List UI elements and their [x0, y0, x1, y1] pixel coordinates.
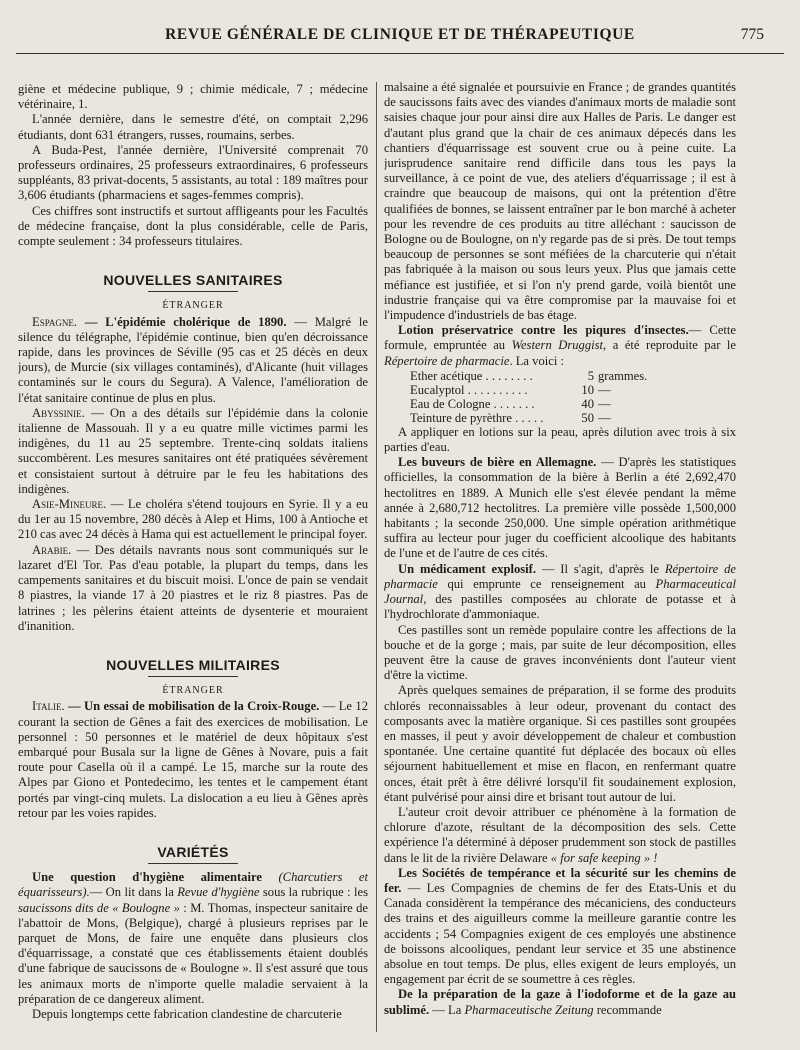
- news-espagne: [18, 315, 368, 406]
- article-title: De la préparation de la gaze à l'iodoforme et de la gaze au sublimé.: [384, 987, 736, 1017]
- article-text: : M. Thomas, inspecteur sanitaire de l'abattoir de Mons, (Belgique), chargé à plusieurs reprises par le parquet de Mons, de faire une enquête dans plusieurs clos d'équarrissage, a constaté que ces établissements étaient doublés d'une fabrique de saucissons de « Boulogne ». Il s'est assuré que tous les animaux morts de n'importe quelle maladie servaient à la préparation de ce dangereux aliment.: [18, 900, 368, 1006]
- news-abyssinie: [18, 406, 368, 497]
- heading-rule: [148, 863, 238, 864]
- paragraph: Depuis longtemps cette fabrication clandestine de charcuterie: [32, 1006, 342, 1021]
- ingredient: Ether acétique . . . . . . . .: [410, 368, 533, 383]
- article-lotion: [384, 323, 736, 369]
- article-text: , a été reproduite par le: [603, 338, 736, 353]
- quote: « for safe keeping » !: [550, 850, 658, 865]
- quantity: 5: [587, 368, 594, 383]
- journal-name: Pharmaceutische Zeitung: [464, 1002, 594, 1017]
- news-text: — Le choléra s'étend toujours en Syrie. Il y a eu du 1er au 15 novembre, 280 décès à Alep et Hims, 100 à Antioche et 210 cas avec 24 décès à Hama qui est actuellement le principal foyer.: [18, 497, 368, 542]
- recipe-row: [410, 411, 662, 425]
- unit: —: [598, 410, 611, 425]
- unit: —: [598, 382, 611, 397]
- paragraph: A appliquer en lotions sur la peau, après dilution avec trois à six parties d'eau.: [384, 424, 736, 455]
- journal-name: Western Druggist: [511, 338, 604, 353]
- article-title: Les Sociétés de tempérance et la sécurité sur les chemins de fer.: [384, 865, 736, 895]
- place-name: Asie-Mineure.: [32, 497, 107, 512]
- article-text: — D'après les statistiques officielles, la consommation de la bière à Berlin a été 2,692,470 hectolitres en 1889. A Munich elle s'est élevée pendant la même année à 2,680,712 hectolitres. La première ville possède 1,500,000 habitants ; la seconde 250,000. Une simple opération arithmétique suffira au lecteur pour juger du coefficient alcoolique des habitants de l'une et de l'autre de ces cités.: [384, 455, 736, 561]
- journal-title: REVUE GÉNÉRALE DE CLINIQUE ET DE THÉRAPEUTIQUE: [165, 26, 635, 43]
- article-text: sous la rubrique : les: [259, 885, 368, 900]
- place-name: Italie.: [32, 699, 65, 714]
- news-asie: [18, 497, 368, 543]
- paragraph: A Buda-Pest, l'année dernière, l'Université comprenait 70 professeurs ordinaires, 25 professeurs extraordinaires, 6 professeurs suppléants, 83 privat-docents, 5 assistants, au total : 189 maîtres pour 3,606 étudiants (pharmaciens et sages-femmes compris).: [18, 142, 368, 203]
- quantity: 40: [581, 396, 594, 411]
- ingredient: Eau de Cologne . . . . . . .: [410, 396, 535, 411]
- paragraph: L'année dernière, dans le semestre d'été, on comptait 2,296 étudiants, dont 631 étrangers, russes, roumains, serbes.: [18, 112, 368, 142]
- section-heading-militaires: NOUVELLES MILITAIRES: [106, 656, 280, 673]
- running-header: [16, 26, 784, 52]
- section-heading-varietes: VARIÉTÉS: [157, 843, 229, 860]
- article-explosif: [384, 562, 736, 623]
- news-italie: [18, 699, 368, 821]
- article-text: — Cette formule, empruntée au: [384, 323, 736, 353]
- journal-name: Pharmaceutical Journal: [384, 576, 736, 607]
- article-title: Une question d'hygiène alimentaire: [32, 870, 262, 885]
- recipe-row: [410, 383, 662, 397]
- journal-name: Répertoire de pharmacie: [384, 561, 736, 591]
- place-name: Arabie.: [32, 542, 72, 557]
- ingredient: Eucalyptol . . . . . . . . . .: [410, 382, 528, 397]
- article-hygiene: [18, 870, 368, 1007]
- paragraph: Après quelques semaines de préparation, il se forme des produits chlorés reconnaissables à leur odeur, provenant du contact des composants avec la matière organique. Si ces pastilles sont groupées en masses, il peut y avoir développement de chaleur et combustion spontanée. Une certaine quantité fut déplacée des bocaux où elles séjournent habituellement et mise en flacon, en renfermant quatre onces, était prêt à être délivré lorsqu'il fit soudainement explosion, étant pulvérisé pour ainsi dire et brisant tout autour de lui.: [384, 683, 736, 804]
- journal-name: Revue d'hygiène: [177, 885, 260, 900]
- unit: grammes.: [598, 368, 648, 383]
- article-societes: [384, 866, 736, 988]
- article-text: recommande: [593, 1002, 662, 1017]
- recipe-table: [410, 369, 662, 425]
- article-biere: [384, 455, 736, 561]
- left-column: [18, 82, 368, 1042]
- journal-name: Répertoire de pharmacie: [384, 353, 510, 368]
- paragraph: malsaine a été signalée et poursuivie en France ; de grandes quantités de saucissons faits avec des viandes d'animaux morts de maladie sont saisies chaque jour pour ainsi dire aux Halles de Paris. Le danger est d'autant plus grand que la chair de ces animaux dépecés dans les chantiers d'équarrissage est souvent crue ou à peine cuite. La jurisprudence sanitaire rend difficile dans tous les pays la surveillance, à ce point de vue, des ateliers d'équarrissage ; il est à craindre que beaucoup de maisons, qui ont la prétention d'être qualifiées de bonnes, se laissent entraîner par le bon marché à acheter pour les revendre de ces produits au titre alléchant : saucisson de Bologne ou de Boulogne, on n'y regarde pas de si près. De tout temps beaucoup de personnes se sont méfiées de la charcuterie qui n'était pas fabriquée à la maison ou sous leurs yeux. Plus que jamais cette méfiance est justifiée, et si l'on n'y prend garde, voilà bientôt une industrie française qui va être compromise par la mauvaise foi et l'impudence d'industriels de bas étage.: [384, 80, 736, 323]
- news-text: — Malgré le silence du télégraphe, l'épidémie continue, bien qu'en décroissance rapide, dans les provinces de Séville (95 cas et 25 décès en deux jours), de Murcie (six villages contaminés), d'Alicante (huit villages contaminés sur le cours du Segura). A Valence, l'amélioration de l'état sanitaire continue de plus en plus.: [18, 314, 368, 405]
- rubrique-name: saucissons dits de « Boulogne »: [18, 900, 180, 915]
- news-title: — Un essai de mobilisation de la Croix-Rouge.: [68, 699, 320, 714]
- paragraph: Ces pastilles sont un remède populaire contre les affections de la bouche et de la gorge ; mais, par suite de leur décomposition, elles peuvent être la cause de graves inconvénients dont l'auteur vient d'être la victime.: [384, 622, 736, 683]
- article-title: Les buveurs de bière en Allemagne.: [398, 455, 597, 470]
- header-rule: [16, 53, 784, 54]
- article-text: , des pastilles composées au chlorate de potasse et à l'hydrochlorate d'ammoniaque.: [384, 592, 736, 622]
- paragraph: Ces chiffres sont instructifs et surtout affligeants pour les Facultés de médecine française, dont la plus considérable, celle de Paris, compte seulement : 34 professeurs titulaires.: [18, 203, 368, 249]
- article-text: — On lit dans la: [89, 885, 178, 900]
- recipe-row: [410, 369, 662, 383]
- paragraph: giène et médecine publique, 9 ; chimie médicale, 7 ; médecine vétérinaire, 1.: [18, 82, 368, 112]
- article-gaze: [384, 987, 736, 1017]
- column-divider: [376, 82, 377, 1032]
- news-text: — On a des détails sur l'épidémie dans la colonie italienne de Massouah. Il y a eu quatre mille victimes parmi les indigènes, du 11 au 25 septembre. Trente-cinq soldats italiens succombèrent. Les mesures sanitaires ont été pratiquées sévèrement et consistaient surtout à détruire par le feu les habitations des indigènes.: [18, 405, 368, 496]
- heading-rule: [148, 291, 238, 292]
- article-text: . La voici :: [509, 353, 564, 368]
- ingredient: Teinture de pyrèthre . . . . .: [410, 410, 544, 425]
- recipe-row: [410, 397, 662, 411]
- news-title: — L'épidémie cholérique de 1890.: [84, 314, 287, 329]
- section-heading-sanitaires: NOUVELLES SANITAIRES: [103, 272, 283, 289]
- news-arabie: [18, 543, 368, 634]
- article-title: Un médicament explosif.: [398, 561, 536, 576]
- place-name: Espagne.: [32, 314, 78, 329]
- unit: —: [598, 396, 611, 411]
- heading-rule: [148, 676, 238, 677]
- paragraph: [384, 805, 736, 866]
- place-name: Abyssinie.: [32, 405, 85, 420]
- article-text: qui emprunte ce renseignement au: [437, 576, 656, 591]
- article-subtitle: (Charcutiers et équarisseurs).: [18, 870, 368, 900]
- subheading-etranger: ÉTRANGER: [162, 300, 224, 312]
- subheading-etranger: ÉTRANGER: [162, 685, 224, 697]
- quantity: 50: [581, 410, 594, 425]
- page-number: 775: [740, 26, 764, 43]
- quantity: 10: [581, 382, 594, 397]
- news-text: — Le 12 courant la section de Gênes a fait des exercices de mobilisation. Le personnel : 50 personnes et le matériel de deux hôpitaux s'est embarqué pour Busala sur la ligne de Gênes à Novare, puis a fait route pour Casella où il a campé. Le 15, marche sur la route des Alpes par Giono et Pontedecimo, les tentes et le campement étant portés par vingt-cinq mulets. La dislocation a eu lieu à Gênes après retour par les voies rapides.: [18, 699, 368, 820]
- right-column: [384, 80, 736, 1040]
- article-text: — Il s'agit, d'après le: [541, 561, 665, 576]
- article-text: — La: [432, 1002, 465, 1017]
- article-text: — Les Compagnies de chemins de fer des Etats-Unis et du Canada considèrent la tempérance des mécaniciens, des conducteurs des trains et des aiguilleurs comme la meilleure garantie contre les accidents ; 54 Compagnies exigent de ces employés une abstinence de boissons alcooliques, pendant leur service et 35 une abstinence absolue en tout temps. De plus, elles exigent de leurs employés, un engagement par écrit de se soumettre à ces règles.: [384, 880, 736, 987]
- article-text: L'auteur croit devoir attribuer ce phénomène à la formation de chlorure d'azote, résultant de la décomposition des sels. Cette expérience l'a déterminé à déposer prudemment son stock de pastilles dans le lit de la rivière Delaware: [384, 804, 736, 865]
- news-text: — Des détails navrants nous sont communiqués sur le lazaret d'El Tor. Pas d'eau potable, la plupart du temps, dans les campements sanitaires et du biscuit moisi. L'once de pain se vendait 8 piastres, la viande 17 à 20 piastres et le riz 8 piastres. Pas de latrines ; les pèlerins étaient atteints de dysenterie et mouraient d'inanition.: [18, 542, 368, 633]
- article-title: Lotion préservatrice contre les piqures d'insectes.: [398, 323, 689, 338]
